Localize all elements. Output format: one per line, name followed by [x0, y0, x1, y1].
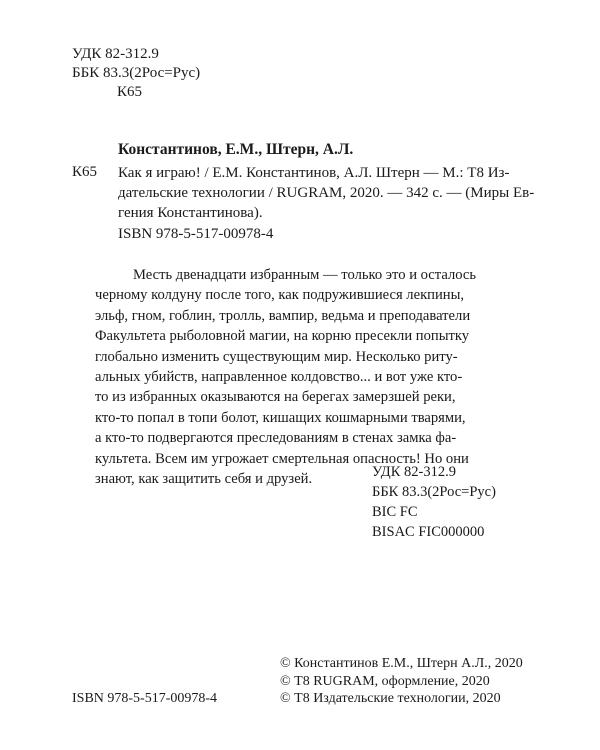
- top-author-mark: К65: [117, 84, 143, 100]
- classification-codes: [372, 462, 496, 542]
- annotation-line: то из избранных оказываются на берегах замерзшей реки,: [95, 389, 456, 406]
- annotation: [95, 265, 525, 489]
- annotation-line: знают, как защитить себя и друзей.: [95, 471, 313, 488]
- copyright-block: [280, 655, 523, 708]
- isbn-main: ISBN 978-5-517-00978-4: [118, 226, 274, 242]
- top-udk-code: УДК 82-312.9: [72, 46, 159, 62]
- author-heading: Константинов, Е.М., Штерн, А.Л.: [118, 141, 354, 158]
- annotation-line: черному колдуну после того, как подружившиеся лекпины,: [95, 287, 465, 304]
- bisac-code: BISAC FIC000000: [372, 524, 485, 540]
- copyright-line: © Т8 RUGRAM, оформление, 2020: [280, 673, 490, 689]
- biblio-line: Как я играю! / Е.М. Константинов, А.Л. Штерн — М.: Т8 Из-: [118, 165, 510, 181]
- bibliographic-description: [118, 163, 535, 223]
- annotation-line: культета. Всем им угрожает смертельная опасность! Но они: [95, 450, 469, 467]
- bic-code: BIC FC: [372, 504, 418, 520]
- annotation-line: Факультета рыболовной магии, на корню пресекли попытку: [95, 328, 470, 345]
- annotation-line: эльф, гном, гоблин, тролль, вампир, ведьма и преподаватели: [95, 307, 471, 324]
- top-classification-block: [72, 45, 200, 102]
- side-author-mark: К65: [72, 164, 98, 180]
- bbk-code: ББК 83.3(2Рос=Рус): [372, 484, 496, 500]
- biblio-line: дательские технологии / RUGRAM, 2020. — 342 с. — (Миры Ев-: [118, 185, 535, 201]
- biblio-line: гения Константинова).: [118, 205, 263, 221]
- isbn-bottom: ISBN 978-5-517-00978-4: [72, 691, 218, 706]
- copyright-line: © Константинов Е.М., Штерн А.Л., 2020: [280, 656, 523, 671]
- annotation-line: альных убийств, направленное колдовство... и вот уже кто-: [95, 369, 463, 386]
- annotation-line: кто-то попал в топи болот, кишащих кошмарными тварями,: [95, 409, 466, 426]
- copyright-line: © Т8 Издательские технологии, 2020: [280, 691, 501, 706]
- annotation-line: а кто-то подвергаются преследованиям в стенах замка фа-: [95, 430, 457, 447]
- annotation-line: глобально изменить существующим мир. Несколько риту-: [95, 348, 458, 365]
- top-bbk-code: ББК 83.3(2Рос=Рус): [72, 65, 201, 81]
- udk-code: УДК 82-312.9: [372, 464, 456, 480]
- annotation-line: Месть двенадцати избранным — только это и осталось: [133, 267, 477, 283]
